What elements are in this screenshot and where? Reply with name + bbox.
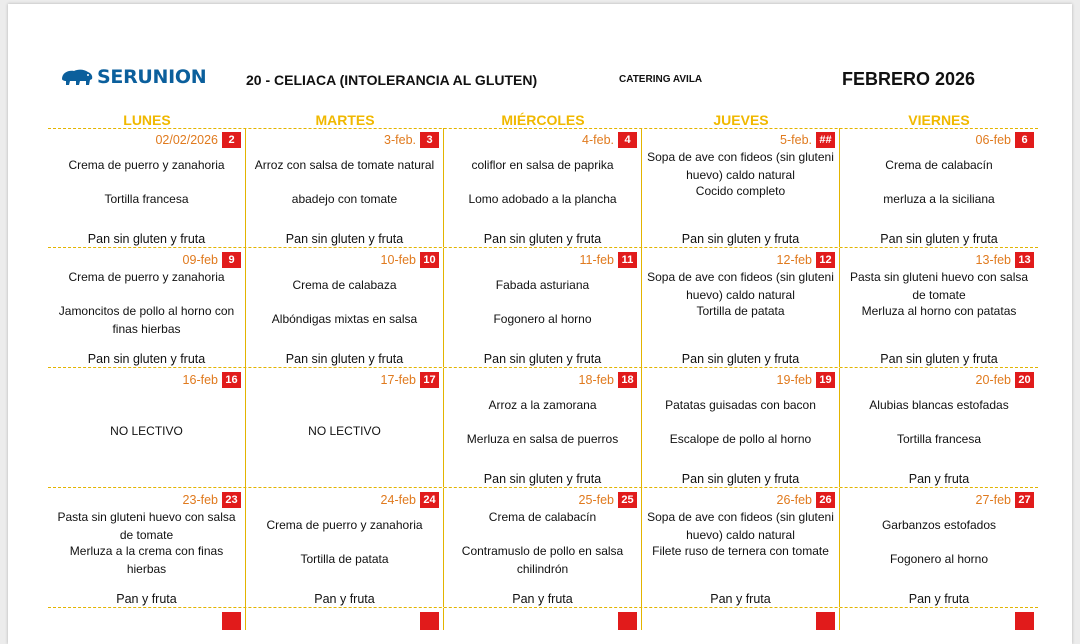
day-cell [840, 608, 1038, 630]
second-course: Merluza a la crema con finas hierbas [69, 544, 224, 576]
date-header [381, 252, 439, 268]
bread-and-fruit: Pan y fruta [314, 592, 375, 606]
second-course: Jamoncitos de pollo al horno con finas hierbas [58, 304, 235, 336]
day-cell [246, 608, 444, 630]
second-course: Albóndigas mixtas en salsa [271, 312, 418, 326]
date-header [777, 372, 835, 388]
date-label: 18-feb [578, 373, 614, 387]
bison-icon [60, 67, 94, 87]
date-label: 12-feb [776, 253, 812, 267]
first-course: Sopa de ave con fideos (sin gluteni huevo) caldo natural [647, 150, 834, 182]
bread-and-fruit: Pan sin gluten y fruta [285, 232, 404, 246]
bread-and-fruit: Pan sin gluten y fruta [681, 472, 800, 486]
first-course: Alubias blancas estofadas [869, 398, 1009, 412]
no-school-label: NO LECTIVO [110, 424, 183, 438]
day-number-badge [420, 612, 439, 630]
day-number-badge: 6 [1015, 132, 1034, 148]
day-number-badge: 23 [222, 492, 241, 508]
day-cell [840, 128, 1038, 247]
bread-and-fruit: Pan sin gluten y fruta [285, 352, 404, 366]
second-course: Escalope de pollo al horno [669, 432, 812, 446]
day-cell [444, 488, 642, 607]
first-course: Crema de puerro y zanahoria [266, 518, 423, 532]
bread-and-fruit: Pan sin gluten y fruta [880, 352, 998, 366]
day-cell [642, 488, 840, 607]
day-name: VIERNES [908, 112, 970, 128]
day-number-badge: 27 [1015, 492, 1034, 508]
day-cell [642, 368, 840, 487]
day-number-badge: 25 [618, 492, 637, 508]
month-title: FEBRERO 2026 [842, 69, 976, 89]
date-header [579, 372, 637, 388]
date-header [384, 132, 439, 148]
day-name: MIÉRCOLES [501, 112, 585, 128]
day-number-badge [222, 612, 241, 630]
first-course: Arroz con salsa de tomate natural [254, 158, 435, 172]
day-number-badge: 19 [816, 372, 835, 388]
day-number-badge: ## [816, 132, 835, 148]
day-name: MARTES [315, 112, 375, 128]
menu-grid [48, 128, 1038, 608]
date-header [155, 132, 241, 148]
day-number-badge: 12 [816, 252, 835, 268]
catering-label: CATERING AVILA [619, 74, 703, 85]
first-course: Crema de calabaza [292, 278, 397, 292]
serunion-logo [60, 66, 206, 88]
day-name: LUNES [123, 112, 171, 128]
bread-and-fruit: Pan y fruta [908, 472, 970, 486]
day-number-badge: 3 [420, 132, 439, 148]
day-cell [840, 488, 1038, 607]
date-label: 25-feb [578, 493, 614, 507]
date-label: 13-feb [975, 253, 1011, 267]
date-header [381, 372, 439, 388]
date-header [579, 492, 637, 508]
date-label: 24-feb [380, 493, 416, 507]
bread-and-fruit: Pan sin gluten y fruta [483, 232, 602, 246]
day-cell [246, 128, 444, 247]
date-label: 4-feb. [582, 133, 614, 147]
first-course: Sopa de ave con fideos (sin gluteni huevo) caldo natural [647, 270, 834, 302]
second-course: abadejo con tomate [291, 192, 398, 206]
day-number-badge: 18 [618, 372, 637, 388]
second-course: Cocido completo [695, 184, 786, 198]
date-header [976, 252, 1034, 268]
second-course: Tortilla de patata [300, 552, 389, 566]
day-number-badge: 2 [222, 132, 241, 148]
day-number-badge: 11 [618, 252, 637, 268]
bread-and-fruit: Pan y fruta [116, 592, 177, 606]
date-header [976, 372, 1034, 388]
bread-and-fruit: Pan sin gluten y fruta [483, 352, 602, 366]
week-row [48, 488, 1038, 608]
day-cell [48, 488, 246, 607]
date-label: 19-feb [776, 373, 812, 387]
date-header [183, 252, 241, 268]
date-label: 17-feb [380, 373, 416, 387]
day-number-badge: 16 [222, 372, 241, 388]
bread-and-fruit: Pan y fruta [710, 592, 771, 606]
date-label: 06-feb [975, 133, 1011, 147]
day-number-badge: 9 [222, 252, 241, 268]
date-label: 11-feb [579, 253, 614, 267]
no-school-label: NO LECTIVO [308, 424, 381, 438]
date-label: 27-feb [975, 493, 1011, 507]
menu-sheet [8, 4, 1072, 644]
date-label: 09-feb [182, 253, 218, 267]
day-number-badge [618, 612, 637, 630]
bread-and-fruit: Pan sin gluten y fruta [880, 232, 998, 246]
day-number-badge [816, 612, 835, 630]
bread-and-fruit: Pan sin gluten y fruta [681, 232, 800, 246]
day-number-badge: 24 [420, 492, 439, 508]
second-course: Tortilla de patata [696, 304, 785, 318]
first-course: Pasta sin gluteni huevo con salsa de tomate [849, 270, 1029, 302]
day-cell [246, 488, 444, 607]
date-label: 3-feb. [384, 133, 416, 147]
day-cell [642, 248, 840, 367]
first-course: coliflor en salsa de paprika [471, 158, 614, 172]
date-header [183, 492, 241, 508]
day-cell [48, 608, 246, 630]
day-cell [246, 368, 444, 487]
day-cell [444, 248, 642, 367]
first-course: Pasta sin gluteni huevo con salsa de tomate [57, 510, 236, 542]
day-cell [48, 368, 246, 487]
date-header [183, 372, 241, 388]
logo-text: SERUNION [97, 66, 207, 88]
first-course: Crema de calabacín [488, 510, 597, 524]
second-course: Lomo adobado a la plancha [468, 192, 617, 206]
first-course: Crema de puerro y zanahoria [68, 158, 225, 172]
day-cell [246, 248, 444, 367]
day-cell [48, 248, 246, 367]
first-course: Crema de calabacín [885, 158, 993, 172]
menu-title: 20 - CELIACA (INTOLERANCIA AL GLUTEN) [246, 72, 538, 88]
second-course: Merluza en salsa de puerros [466, 432, 619, 446]
week-row [48, 128, 1038, 248]
bread-and-fruit: Pan sin gluten y fruta [87, 352, 206, 366]
day-number-badge: 4 [618, 132, 637, 148]
second-course: Tortilla francesa [104, 192, 189, 206]
date-header [582, 132, 637, 148]
day-cell [444, 368, 642, 487]
date-label: 16-feb [182, 373, 218, 387]
first-course: Crema de puerro y zanahoria [68, 270, 225, 284]
day-name: JUEVES [713, 112, 769, 128]
week-row [48, 248, 1038, 368]
first-course: Fabada asturiana [495, 278, 590, 292]
second-course: merluza a la siciliana [883, 192, 995, 206]
day-cell [48, 128, 246, 247]
date-label: 02/02/2026 [155, 133, 218, 147]
date-header [777, 252, 835, 268]
second-course: Tortilla francesa [896, 432, 982, 446]
date-header [976, 492, 1034, 508]
first-course: Arroz a la zamorana [488, 398, 597, 412]
first-course: Sopa de ave con fideos (sin gluteni huevo) caldo natural [647, 510, 834, 542]
date-label: 23-feb [182, 493, 218, 507]
date-label: 26-feb [776, 493, 812, 507]
first-course: Patatas guisadas con bacon [665, 398, 816, 412]
date-label: 5-feb. [780, 133, 812, 147]
weekday-header [48, 110, 1038, 129]
first-course: Garbanzos estofados [881, 518, 997, 532]
second-course: Filete ruso de ternera con tomate [652, 544, 829, 558]
date-header [579, 252, 637, 268]
day-number-badge: 26 [816, 492, 835, 508]
second-course: Fogonero al horno [493, 312, 592, 326]
second-course: Merluza al horno con patatas [861, 304, 1017, 318]
day-number-badge [1015, 612, 1034, 630]
bread-and-fruit: Pan sin gluten y fruta [483, 472, 602, 486]
day-number-badge: 13 [1015, 252, 1034, 268]
week-row [48, 368, 1038, 488]
second-course: Fogonero al horno [889, 552, 989, 566]
day-cell [444, 128, 642, 247]
date-header [777, 492, 835, 508]
date-header [780, 132, 835, 148]
date-label: 20-feb [975, 373, 1011, 387]
bread-and-fruit: Pan sin gluten y fruta [681, 352, 800, 366]
day-cell [642, 128, 840, 247]
next-week-row [48, 608, 1038, 630]
date-header [976, 132, 1034, 148]
bread-and-fruit: Pan y fruta [908, 592, 970, 606]
day-number-badge: 17 [420, 372, 439, 388]
bread-and-fruit: Pan y fruta [512, 592, 573, 606]
day-cell [840, 368, 1038, 487]
day-cell [444, 608, 642, 630]
day-cell [840, 248, 1038, 367]
bread-and-fruit: Pan sin gluten y fruta [87, 232, 206, 246]
second-course: Contramuslo de pollo en salsa chilindrón [461, 544, 624, 576]
date-header [381, 492, 439, 508]
day-number-badge: 10 [420, 252, 439, 268]
date-label: 10-feb [380, 253, 416, 267]
day-cell [642, 608, 840, 630]
day-number-badge: 20 [1015, 372, 1034, 388]
